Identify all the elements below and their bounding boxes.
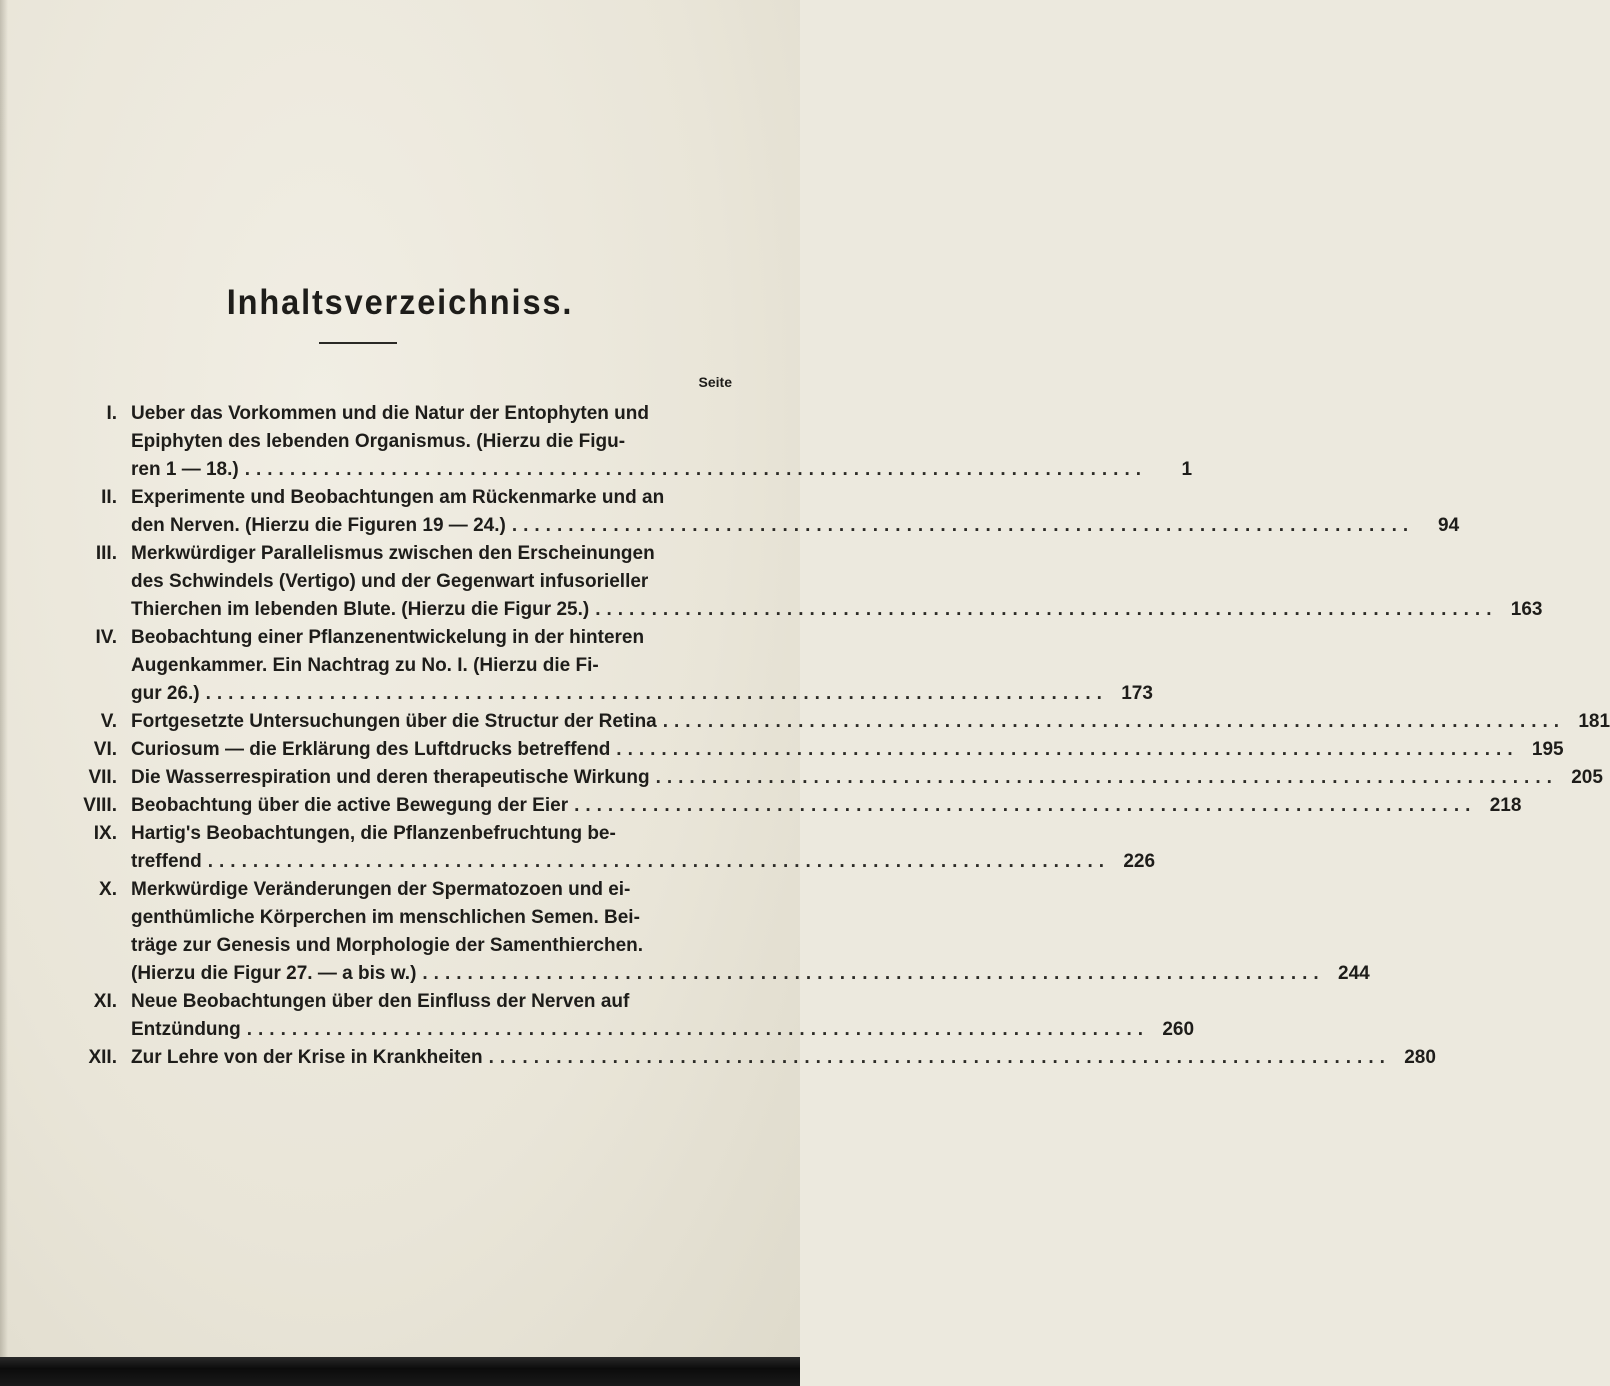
entry-line: (Hierzu die Figur 27. — a bis w.) [131,963,417,984]
toc-entry [0,736,1564,764]
toc-entry [0,792,1522,820]
entry-final-line [131,1016,1195,1044]
dot-leader: ................................................................................ [205,683,1108,704]
entry-final-line [131,456,1193,484]
entry-page-number: 181 [1578,711,1610,732]
table-of-contents [0,400,1610,1072]
entry-line: Ueber das Vorkommen und die Natur der Entophyten und [131,403,649,424]
entry-page-number: 195 [1531,739,1564,760]
page-column-label: Seite [698,374,732,390]
dot-leader: ................................................................................ [655,767,1558,788]
entry-page-number: 205 [1571,767,1603,788]
dot-leader: ................................................................................ [244,459,1148,480]
entry-line: Experimente und Beobachtungen am Rückenmarke und an [131,487,665,508]
entry-line: Neue Beobachtungen über den Einfluss der Nerven auf [131,991,630,1012]
entry-line: den Nerven. (Hierzu die Figuren 19 — 24.) [131,515,506,536]
entry-text [131,792,1522,820]
entry-number: VI. [93,739,117,760]
entry-final-line [131,736,1564,764]
entry-line: Zur Lehre von der Krise in Krankheiten [131,1047,483,1068]
entry-number: VIII. [83,795,117,816]
entry-number: XII. [88,1047,117,1068]
dot-leader: ................................................................................ [246,1019,1150,1040]
entry-text [131,1044,1436,1072]
entry-number: I. [106,403,117,424]
entry-line: treffend [131,851,202,872]
toc-entry [0,484,1460,540]
entry-line: Hartig's Beobachtungen, die Pflanzenbefruchtung be- [131,823,616,844]
entry-line: Augenkammer. Ein Nachtrag zu No. I. (Hierzu die Fi- [131,655,599,676]
entry-text [131,400,1193,484]
entry-final-line [131,1044,1436,1072]
entry-line: des Schwindels (Vertigo) und der Gegenwart infusorieller [131,571,649,592]
toc-entry [0,876,1370,988]
entry-text [131,876,1370,988]
entry-number: III. [95,543,117,564]
entry-page-number: 260 [1162,1019,1195,1040]
toc-entry [0,400,1193,484]
entry-number: X. [99,879,117,900]
entry-page-number: 94 [1438,515,1460,536]
entry-text [131,540,1543,624]
entry-text [131,624,1153,708]
entry-number: IV. [95,627,117,648]
dot-leader: ................................................................................ [662,711,1566,732]
entry-page-number: 173 [1121,683,1153,704]
toc-entry [0,988,1195,1044]
toc-entry [0,764,1603,792]
entry-page-number: 226 [1123,851,1156,872]
entry-number: IX. [93,823,117,844]
entry-line: Entzündung [131,1019,241,1040]
entry-final-line [131,960,1370,988]
entry-line: genthümliche Körperchen im menschlichen Semen. Bei- [131,907,640,928]
entry-final-line [131,512,1460,540]
dot-leader: ................................................................................ [207,851,1111,872]
entry-page-number: 244 [1338,963,1370,984]
page-title: Inhaltsverzeichniss. [226,283,574,322]
entry-text [131,484,1460,540]
entry-text [131,820,1156,876]
dot-leader: ................................................................................ [488,1047,1391,1068]
entry-number: VII. [88,767,117,788]
entry-line: Thierchen im lebenden Blute. (Hierzu die Figur 25.) [131,599,590,620]
entry-page-number: 1 [1181,459,1193,480]
entry-text [131,764,1603,792]
entry-final-line [131,708,1610,736]
entry-line: träge zur Genesis und Morphologie der Samenthierchen. [131,935,644,956]
dot-leader: ................................................................................ [422,963,1325,984]
dot-leader: ................................................................................ [595,599,1498,620]
entry-line: Curiosum — die Erklärung des Luftdrucks betreffend [131,739,611,760]
entry-number: XI. [93,991,117,1012]
entry-final-line [131,848,1156,876]
entry-line: Merkwürdige Veränderungen der Spermatozoen und ei- [131,879,631,900]
toc-entry [0,1044,1436,1072]
dot-leader: ................................................................................ [511,515,1415,536]
title-rule [319,342,397,344]
dot-leader: ................................................................................ [616,739,1519,760]
entry-page-number: 163 [1510,599,1543,620]
entry-final-line [131,792,1522,820]
entry-number: II. [101,487,117,508]
toc-entry [0,820,1156,876]
entry-line: Merkwürdiger Parallelismus zwischen den Erscheinungen [131,543,655,564]
entry-page-number: 280 [1404,1047,1436,1068]
scan-edge-bar [0,1357,800,1386]
entry-number: V. [100,711,117,732]
dot-leader: ................................................................................ [574,795,1477,816]
entry-page-number: 218 [1489,795,1522,816]
toc-entry [0,540,1543,624]
entry-text [131,988,1195,1044]
entry-line: Beobachtung über die active Bewegung der Eier [131,795,569,816]
entry-line: gur 26.) [131,683,200,704]
entry-text [131,736,1564,764]
toc-entry [0,624,1153,708]
entry-line: Epiphyten des lebenden Organismus. (Hierzu die Figu- [131,431,626,452]
entry-line: Die Wasserrespiration und deren therapeutische Wirkung [131,767,650,788]
entry-final-line [131,764,1603,792]
entry-text [131,708,1610,736]
entry-line: ren 1 — 18.) [131,459,239,480]
entry-final-line [131,680,1153,708]
entry-final-line [131,596,1543,624]
entry-line: Fortgesetzte Untersuchungen über die Structur der Retina [131,711,657,732]
entry-line: Beobachtung einer Pflanzenentwickelung in der hinteren [131,627,645,648]
toc-entry [0,708,1610,736]
